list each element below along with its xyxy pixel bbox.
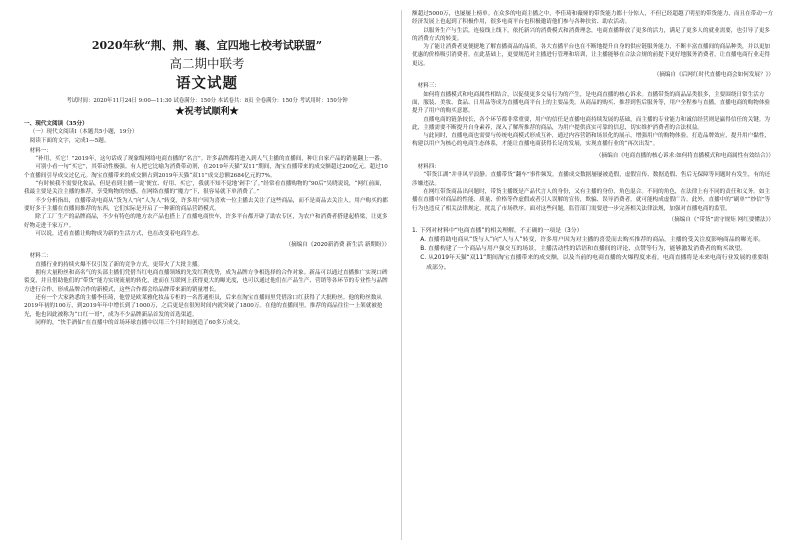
paragraph: 同样的，“快手酒仙”在直播中的首场环球直播中以用三个月时间创造了60多万成交。 [35,319,244,326]
left-column [24,10,390,327]
paragraph: 额超过5000万，也屡屡上榜单。在众多的电商主播之中，李佳琦和薇娅的带货能力都十分惊人，不但已经超越了明星的带货能力，而且在带动一方经济发展上也起到了积极作用，很多电商平台也积极邀请他们参与各种扶贫、助农活动。 [412,11,774,26]
exam-title-grade: 高二期中联考 [169,56,245,71]
exam-title-union: 2020年秋“荆、荆、襄、宜四地七校考试联盟” [91,39,323,52]
answer-option-c: C. 从2019年天猫“双11”期间淘宝直播带来的成交额，以及当前的电商直播的火爆程度来看，电商直播将是未来电商行业发展的重要组成部分。 [420,255,769,271]
citation: （摘编自《2020新消费 新生活 新期盼》） [285,242,390,249]
paragraph: 除了工厂生产的品牌商品，不少有特色的地方农产品也搭上了直播电商快车，许多平台都开辟了助农专区，为农户和消费者搭建起桥梁，让更多好物走进千家万户。 [24,214,388,229]
paragraph: 直播行业的持续火爆不仅引发了新的竞争方式，更带火了大批主播。 [35,261,204,268]
paragraph: 如何将直播模式和电商属性相结合，以促使更多交易行为的产生，是电商直播的核心诉求。直播带货的商品品类很多，主要围绕日常生活方面，服装、美妆、食品、日用品等成为直播电商平台上的主要品类。从商品的购买、推荐到售后服务等，用户全程参与直播，直播电商的购物体验提升了用户的购买意愿。 [412,91,771,115]
material-label: 材料一： [29,147,52,154]
answer-option-b: B. 直播构建了一个商品与用户强交互的场景，主播活动性的话语和直播间的评论、点赞等行为，能够激发消费者的购买欲望。 [420,246,747,253]
reading-instruction: 阅读下面的文字，完成1—5题。 [29,137,110,144]
exam-title-subject: 语文试题 [176,75,238,92]
column-divider [401,10,402,540]
paragraph: 以服务生产与生活，连接线上线下，依托新兴的消费模式和消费理念，电商直播释放了更多的活力，满足了更多人的就业需要，也引导了更多的消费方式的转变。 [412,27,771,42]
right-column [412,10,774,273]
good-luck-banner: ★祝考试顺利★ [175,107,239,117]
material-label: 材料四： [417,164,440,171]
material-label: 材料二： [29,253,52,260]
citation: （摘编自《电商直播的核心诉求:如何将直播模式和电商属性有效结合》） [595,152,774,159]
paragraph: 还有一个大家熟悉的主播李佳琦，他曾是欧莱雅化妆品专柜的一名普通柜员，后来在淘宝直播间里凭借涂口红获得了大批粉丝。他的粉丝数从2019年初的100万，到2019年年中增长到了1000万，之后更是在很短时间内就突破了1800万。在他的直播间里，推荐的商品往往一上架就被抢光，他也因此被称为“口红一哥”，成为不少品牌新品首发的首选渠道。 [24,294,383,318]
paragraph: 拥有大量粉丝和高名气的头部主播们凭借当红电商直播领域的先发红利优势，成为品牌方争相选择的合作对象。新品可以通过直播推广实现口碑裂变，并且借助他们的“带货”能力实现流量的转化，进而在互联网上获得更大的曝光度，也可以通过他们在产品生产、营销等各环节的专业性与品牌方进行合作，形成品牌合作的新模式，这些合作都会给品牌带来新的销量增长。 [24,270,388,293]
paragraph: 为了能让消费者更便捷地了解直播商品的品质，各大直播平台也在不断地提升自身的供应链服务能力，不断丰富直播间的商品种类，并以更加优惠的价格吸引消费者。在此基础上，更要规范对主播进行管理和培训，让主播能够在合法合规的前提下更好地服务消费者，让直播电商行业走得更远。 [412,44,771,67]
citation: （摘编自《后网红时代直播电商会如何发展？》） [653,72,774,79]
citation: （摘编自《“带货”需守规矩 网红要懂法》） [668,216,774,223]
answer-option-a: A. 直播将助电商从“货与人”向“人与人”转变，许多用户因为对主播的喜爱而去购买推荐的商品，主播的受关注度影响商品的曝光率。 [420,237,765,244]
paragraph: 直播电商的链条较长，各个环节都非常重要，用户的信任是直播电商持续发展的基础，而主播的专业能力和诚信经营则是赢得信任的关键。为此，主播需要不断提升自身素养，深入了解所推荐的商品，为用户提供真实可靠的信息，切实维护消费者的合法权益。 [412,116,771,131]
paragraph: 在网红带货商品出问题时，带货主播既是产品代言人的身份，又有主播的身份，角色混合。不同的角色，在法律上有不同的责任和义务。如主播在直播中对商品的性能、质量、价格等作虚假或者引人误解的宣传，欺骗、误导消费者，就可能构成虚假广告。此外，直播中的“刷单”“炒信”等行为也违反了相关法律规定，扰乱了市场秩序。面对这些问题，监管部门需要进一步完善相关法律法规，加强对直播电商的监管。 [412,188,771,212]
question-stem: 1. 下列对材料中“电商直播”的相关理解，不正确的一项是（3分） [412,228,583,235]
exam-info-line: 考试时间：2020年11月24日 9:00—11:30 试卷满分：150分 本试卷共：8页 全卷满分：150分 考试用时：150分钟 [66,98,348,104]
paragraph: 不少分析指出，直播带动电商从“货为人”向“人为人”转变，许多用户因为喜欢一位主播去关注了这些商品，而不是商品去关注人。用户购买的都要好多于主播在直播间推荐的东西，它们实际是开启了一种新的商品营销模式。 [24,197,388,212]
paragraph: 可别小看一句“买它”，其带动性极强。有人把它比喻为消费带动剂，在2019年天猫“双11”期间，淘宝直播带来的成交额超过200亿元。超过10个直播间引导成交过亿元。淘宝直播带来的成交额占到2019年天猫“双11”成交总额2684亿元的7%。 [24,164,388,179]
paragraph: “有时候我不需要化妆品，但是看到主播一说‘便宜、好用、买它’，我就不知不觉地‘剁手’了。”经常看直播购物的“90后”吴晓说说，“网红前面，我最主要是关注主播的推荐，享受购物的快感。在网络直播的“魔力”下，很容易就下单消费了。” [24,181,386,196]
material-label: 材料三： [417,83,440,90]
paragraph: 可以说，近看直播让购物成为新的生活方式，也在改变着电商生态。 [35,230,204,237]
paragraph: “补用，买它！”2019年，这句话成了现象级网络电商直播的“名言”。许多品牌都将进入到人气主播的直播间，种让自家产品的销量翻上一番。 [35,156,386,163]
paragraph: “带货江湖”并非风平浪静。直播带货“翻车”事件频发，直播成交数据屡屡被造假，虚假宣传、数据造假、售后无保障等问题时有发生，有的还涉嫌违法。 [412,172,771,187]
section-title: 一、现代文阅读（35分） [24,121,88,127]
subsection-title: （一）现代文阅读Ⅰ（本题共5小题，19分） [29,129,138,136]
paragraph: 与此同时，直播电商也需要与传统电商模式形成互补，通过内容营销和场景化的展示，增强用户的购物体验。打造品牌效应，提升用户黏性，构建以用户为核心的电商生态体系，才能让直播电商获得长足的发展，实现直播行业的“再次出发”。 [412,133,771,148]
